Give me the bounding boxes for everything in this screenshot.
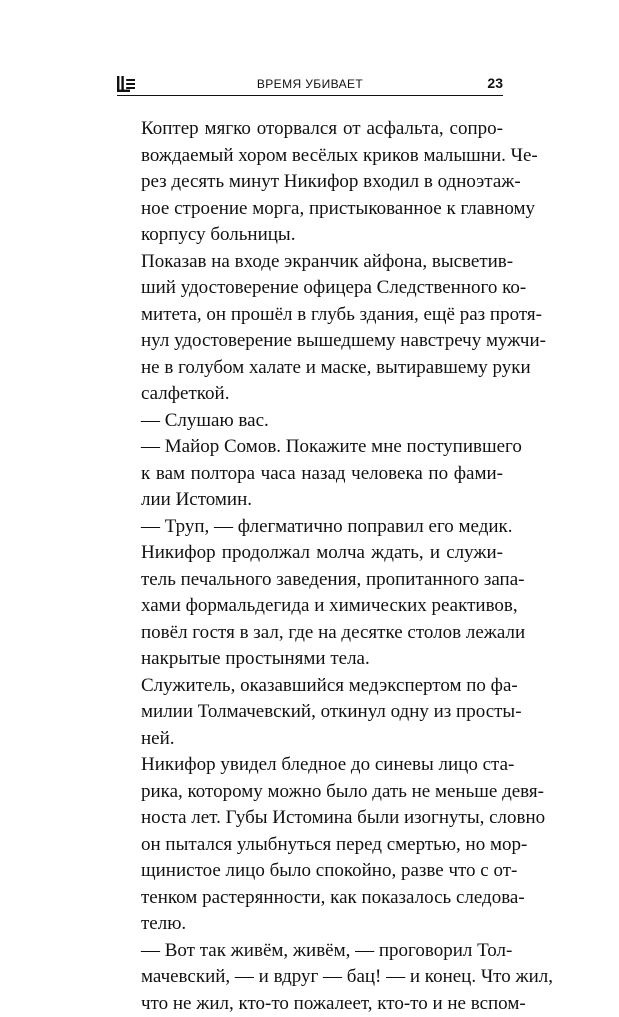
paragraph: [117, 752, 503, 938]
text-line: Никифор увидел бледное до синевы лицо ста-: [117, 752, 503, 779]
text-line: повёл гостя в зал, где на десятке столов лежали: [117, 620, 503, 647]
text-line: — Труп, — флегматично поправил его медик.: [117, 514, 503, 541]
paragraph: [117, 514, 503, 541]
text-line: корпусу больницы.: [117, 222, 503, 249]
text-line: тель печального заведения, пропитанного запа-: [117, 567, 503, 594]
text-line: Служитель, оказавшийся медэкспертом по фа-: [117, 673, 503, 700]
paragraph: [117, 938, 503, 1017]
page-number: 23: [487, 75, 503, 91]
text-line: он пытался улыбнуться перед смертью, но мор-: [117, 832, 503, 859]
text-line: не в голубом халате и маске, вытиравшему руки: [117, 355, 503, 382]
text-line: рика, которому можно было дать не меньше девя-: [117, 779, 503, 806]
text-line: — Майор Сомов. Покажите мне поступившего: [117, 434, 503, 461]
paragraph: [117, 434, 503, 514]
text-line: нул удостоверение вышедшему навстречу мужчи-: [117, 328, 503, 355]
text-line: — Слушаю вас.: [117, 408, 503, 435]
text-line: митета, он прошёл в глубь здания, ещё раз протя-: [117, 302, 503, 329]
text-line: носта лет. Губы Истомина были изогнуты, словно: [117, 805, 503, 832]
text-line: к вам полтора часа назад человека по фами-: [117, 461, 503, 488]
text-body: [117, 116, 503, 1017]
text-line: Показав на входе экранчик айфона, высветив-: [117, 249, 503, 276]
text-line: телю.: [117, 911, 503, 938]
text-line: Коптер мягко оторвался от асфальта, сопро-: [117, 116, 503, 143]
header-rule: [117, 95, 503, 96]
paragraph: [117, 408, 503, 435]
text-line: щинистое лицо было спокойно, разве что с от-: [117, 858, 503, 885]
text-line: накрытые простынями тела.: [117, 646, 503, 673]
text-line: салфеткой.: [117, 381, 503, 408]
text-line: хами формальдегида и химических реактивов,: [117, 593, 503, 620]
text-line: ший удостоверение офицера Следственного ко-: [117, 275, 503, 302]
text-line: Никифор продолжал молча ждать, и служи-: [117, 540, 503, 567]
text-line: вождаемый хором весёлых криков малышни. Че-: [117, 143, 503, 170]
text-line: — Вот так живём, живём, — проговорил Тол-: [117, 938, 503, 965]
paragraph: [117, 673, 503, 753]
paragraph: [117, 116, 503, 249]
paragraph: [117, 540, 503, 673]
text-line: тенком растерянности, как показалось следова-: [117, 885, 503, 912]
running-title: ВРЕМЯ УБИВАЕТ: [117, 77, 503, 91]
text-line: ней.: [117, 726, 503, 753]
text-line: милии Толмачевский, откинул одну из просты-: [117, 699, 503, 726]
text-line: лии Истомин.: [117, 487, 503, 514]
text-line: что не жил, кто-то пожалеет, кто-то и не вспом-: [117, 991, 503, 1017]
running-header: [117, 74, 503, 96]
paragraph: [117, 249, 503, 408]
text-line: ное строение морга, пристыкованное к главному: [117, 196, 503, 223]
text-line: мачевский, — и вдруг — бац! — и конец. Что жил,: [117, 964, 503, 991]
text-line: рез десять минут Никифор входил в одноэтаж-: [117, 169, 503, 196]
